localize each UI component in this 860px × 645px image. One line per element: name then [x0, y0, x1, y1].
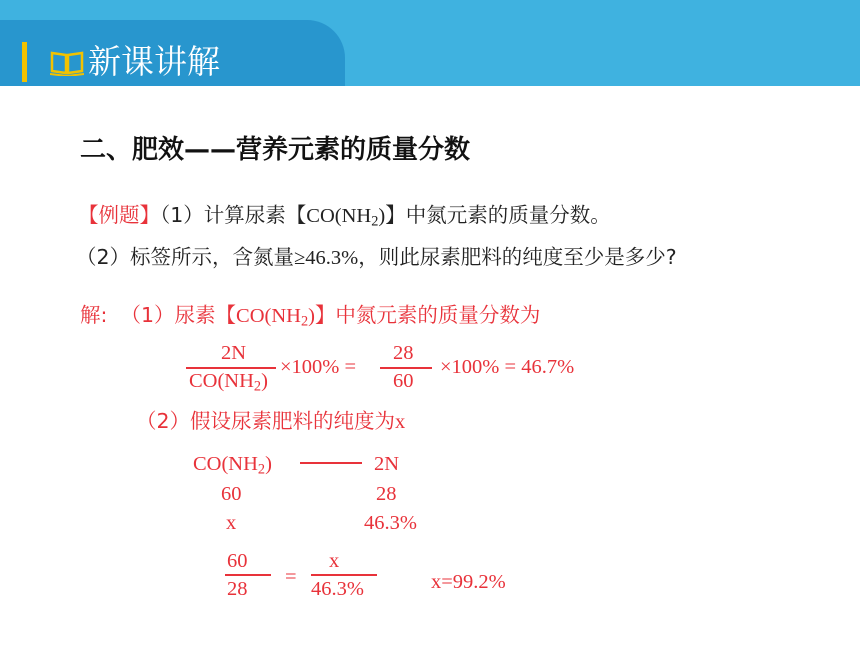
relation-row2-left: 60	[221, 483, 242, 505]
multiply-100-1: ×100% =	[280, 356, 357, 378]
page-title: 新课讲解	[88, 42, 220, 81]
fraction-2-numerator: 28	[393, 342, 414, 364]
proportion-right-bar	[311, 574, 377, 576]
fraction-2-denominator: 60	[393, 370, 414, 392]
proportion-equals: =	[285, 566, 297, 588]
example-question-1: 【例题】（1）计算尿素【$CO(NH_2)$】中氮元素的质量分数。	[78, 203, 611, 230]
relation-left-formula: $CO(NH_2)$	[193, 453, 272, 478]
header-accent-bar	[22, 42, 27, 82]
fraction-1-numerator: 2N	[221, 342, 247, 364]
solution-step-2: （2）假设尿素肥料的纯度为x	[136, 409, 406, 433]
proportion-left-bar	[225, 574, 271, 576]
solution-step-1: 解: （1）尿素【$CO(NH_2)$】中氮元素的质量分数为	[80, 303, 541, 330]
fraction-1-denominator: $CO(NH_2)$	[189, 370, 268, 395]
book-icon	[50, 48, 84, 76]
proportion-right-denominator: 46.3%	[311, 578, 364, 600]
section-title: 二、肥效——营养元素的质量分数	[80, 135, 471, 165]
solution-label: 解:	[80, 303, 108, 327]
proportion-left-denominator: 28	[227, 578, 248, 600]
relation-row2-right: 28	[376, 483, 397, 505]
proportion-right-numerator: x	[329, 550, 340, 572]
relation-line	[300, 462, 362, 464]
example-question-2: （2）标签所示，含氮量≥46.3%，则此尿素肥料的纯度至少是多少?	[76, 245, 677, 269]
relation-right-formula: 2N	[374, 453, 400, 475]
relation-row3-left: x	[226, 512, 237, 534]
final-result: x=99.2%	[431, 571, 506, 593]
relation-row3-right: 46.3%	[364, 512, 417, 534]
example-tag: 【例题】	[78, 203, 160, 227]
proportion-left-numerator: 60	[227, 550, 248, 572]
multiply-100-result: ×100% = 46.7%	[440, 356, 575, 378]
